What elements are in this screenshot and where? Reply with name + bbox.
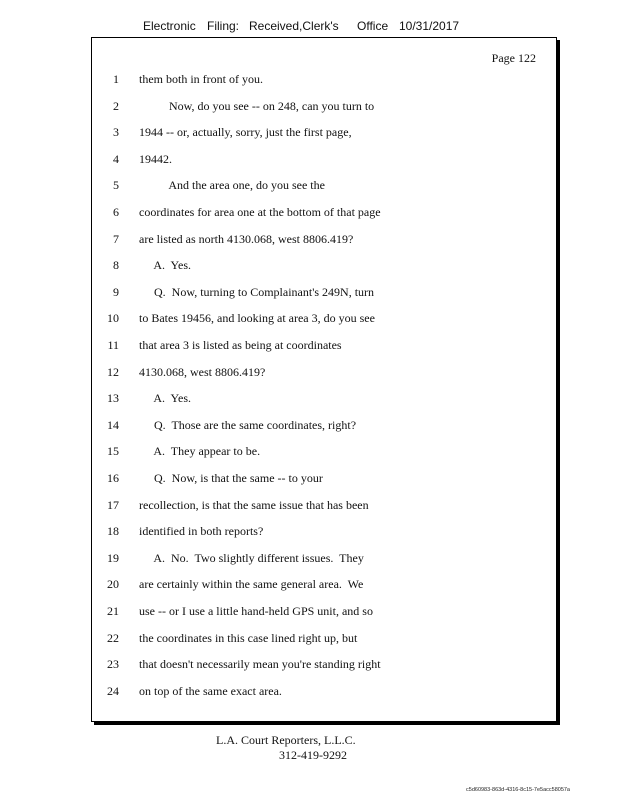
line-text: 4130.068, west 8806.419? (139, 364, 266, 379)
transcript-line (92, 444, 556, 462)
line-text: 1944 -- or, actually, sorry, just the first page, (139, 125, 352, 140)
line-text: A. Yes. (139, 258, 192, 273)
transcript-line (92, 418, 556, 436)
line-text: the coordinates in this case lined right up, but (139, 630, 358, 645)
transcript-line (92, 684, 556, 702)
header-date: 10/31/2017 (399, 19, 460, 33)
header-electronic: Electronic (143, 19, 196, 33)
line-text: Q. Now, turning to Complainant's 249N, turn (139, 284, 375, 299)
transcript-line (92, 178, 556, 196)
line-text: recollection, is that the same issue that has been (139, 497, 369, 512)
document-id: c5d60983-863d-4316-8c15-7e5acc58057a (466, 787, 570, 793)
transcript-page (91, 37, 557, 722)
line-text: identified in both reports? (139, 524, 264, 539)
transcript-line (92, 72, 556, 90)
line-text: Now, do you see -- on 248, can you turn to (139, 98, 375, 113)
transcript-line (92, 524, 556, 542)
page-number: Page 122 (491, 51, 536, 65)
line-number: 15 (107, 444, 119, 459)
header-office: Office (357, 19, 389, 33)
transcript-line (92, 311, 556, 329)
line-text: are certainly within the same general area. We (139, 577, 364, 592)
line-text: on top of the same exact area. (139, 683, 282, 698)
transcript-line (92, 99, 556, 117)
line-number: 6 (113, 205, 119, 219)
line-number: 2 (113, 98, 119, 113)
line-number: 5 (113, 178, 119, 193)
header-received: Received,Clerk's (249, 19, 339, 33)
line-number: 11 (107, 338, 119, 352)
line-text: to Bates 19456, and looking at area 3, do you see (139, 311, 375, 326)
line-number: 20 (107, 577, 119, 592)
line-number: 14 (107, 417, 119, 432)
line-number: 7 (113, 231, 119, 246)
line-text: Q. Now, is that the same -- to your (139, 471, 323, 485)
transcript-line (92, 657, 556, 675)
line-text: 19442. (139, 151, 172, 166)
line-text: And the area one, do you see the (139, 178, 325, 193)
transcript-line (92, 577, 556, 595)
transcript-line (92, 285, 556, 303)
line-number: 19 (107, 550, 119, 565)
line-number: 1 (113, 72, 119, 86)
line-number: 21 (107, 604, 119, 618)
line-number: 23 (107, 657, 119, 672)
footer-phone: 312-419-9292 (279, 748, 347, 762)
transcript-line (92, 205, 556, 223)
line-number: 12 (107, 364, 119, 379)
line-number: 16 (107, 471, 119, 485)
line-text: A. They appear to be. (139, 444, 261, 459)
transcript-line (92, 471, 556, 489)
transcript-line (92, 498, 556, 516)
transcript-line (92, 365, 556, 383)
line-number: 18 (107, 524, 119, 539)
line-number: 8 (113, 258, 119, 273)
line-number: 4 (113, 151, 119, 166)
line-text: coordinates for area one at the bottom of that page (139, 205, 381, 219)
line-text: use -- or I use a little hand-held GPS unit, and so (139, 604, 373, 618)
transcript-line (92, 391, 556, 409)
line-number: 10 (107, 311, 119, 326)
footer-company: L.A. Court Reporters, L.L.C. (216, 733, 356, 747)
transcript-line (92, 258, 556, 276)
line-number: 3 (113, 125, 119, 140)
line-number: 24 (107, 683, 119, 698)
line-number: 17 (107, 497, 119, 512)
transcript-line (92, 631, 556, 649)
transcript-line (92, 551, 556, 569)
line-text: A. Yes. (139, 391, 192, 406)
transcript-line (92, 338, 556, 356)
transcript-line (92, 152, 556, 170)
transcript-line (92, 604, 556, 622)
line-text: that area 3 is listed as being at coordinates (139, 338, 342, 352)
line-number: 13 (107, 391, 119, 406)
header-filing: Filing: (207, 19, 240, 33)
line-text: A. No. Two slightly different issues. They (139, 550, 364, 565)
transcript-line (92, 125, 556, 143)
line-text: are listed as north 4130.068, west 8806.419? (139, 231, 354, 246)
line-text: that doesn't necessarily mean you're standing right (139, 657, 381, 672)
line-text: Q. Those are the same coordinates, right? (139, 417, 357, 432)
line-number: 22 (107, 630, 119, 645)
line-number: 9 (113, 284, 119, 299)
line-text: them both in front of you. (139, 72, 263, 86)
transcript-line (92, 232, 556, 250)
